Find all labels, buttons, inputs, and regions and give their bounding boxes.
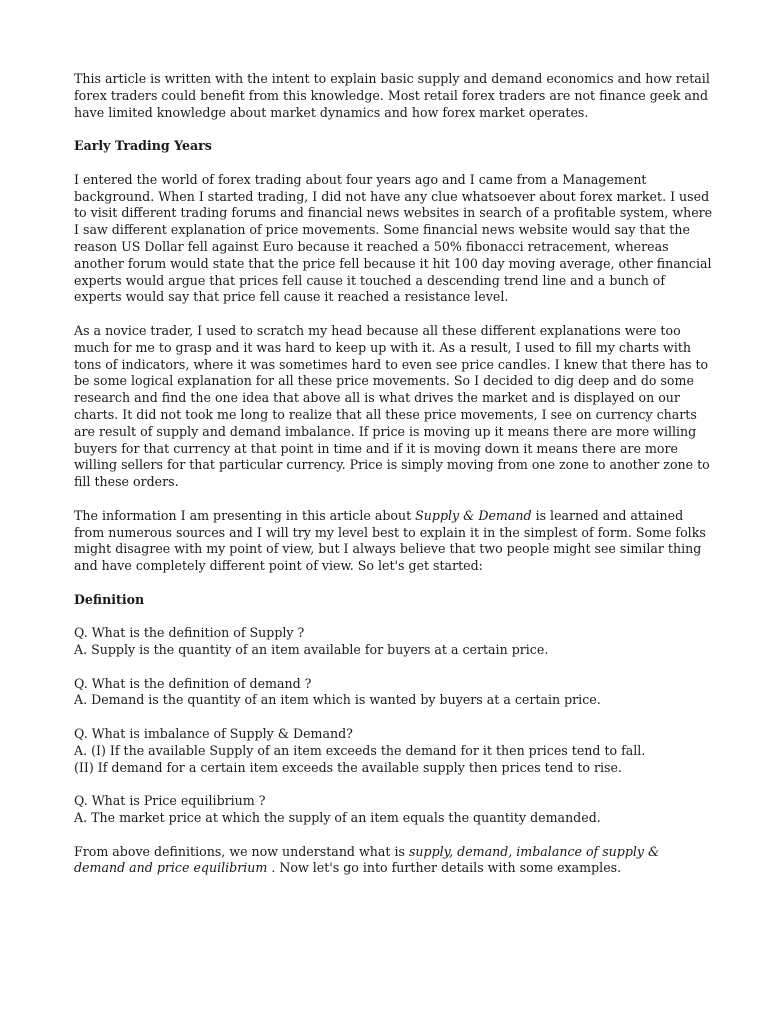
section-heading-early-trading-years: Early Trading Years	[74, 138, 212, 154]
document-page	[74, 71, 714, 894]
paragraph-text: From above definitions, we now understand what is	[74, 843, 409, 859]
closing-paragraph	[74, 844, 714, 878]
answer-line: (II) If demand for a certain item exceeds the available supply then prices tend to rise.	[74, 759, 622, 775]
question-line: Q. What is the definition of Supply ?	[74, 625, 305, 641]
paragraph-text: . Now let's go into further details with some examples.	[267, 860, 622, 876]
paragraph-novice-trader: As a novice trader, I used to scratch my head because all these different explanations were too much for me to grasp and it was hard to keep up with it. As a result, I used to fill my charts with tons of indicators, where it was sometimes hard to even see price candles. I knew that there has to be some logical explanation for all these price movements. So I decided to dig deep and do some research and find the one idea that above all is what drives the market and is displayed on our charts. It did not took me long to realize that all these price movements, I see on currency charts are result of supply and demand imbalance. If price is moving up it means there are more willing buyers for that currency at that point in time and if it is moving down it means there are more willing sellers for that particular currency. Price is simply moving from one zone to another zone to fill these orders.	[74, 322, 710, 490]
answer-line: A. (I) If the available Supply of an item exceeds the demand for it then prices tend to fall.	[74, 742, 646, 758]
emphasis-definitions: supply, demand, imbalance of supply & demand and price equilibrium	[74, 843, 660, 876]
question-line: Q. What is the definition of demand ?	[74, 675, 312, 691]
question-line: Q. What is Price equilibrium ?	[74, 793, 266, 809]
qa-imbalance	[74, 726, 714, 776]
intro-paragraph: This article is written with the intent to explain basic supply and demand economics and how retail forex traders could benefit from this knowledge. Most retail forex traders are not finance geek and have limited knowledge about market dynamics and how forex market operates.	[74, 71, 710, 120]
paragraph-information-sources	[74, 508, 714, 575]
paragraph-background: I entered the world of forex trading about four years ago and I came from a Management background. When I started trading, I did not have any clue whatsoever about forex market. I used to visit different trading forums and financial news websites in search of a profitable system, where I saw different explanation of price movements. Some financial news website would say that the reason US Dollar fell against Euro because it reached a 50% fibonacci retracement, whereas another forum would state that the price fell because it hit 100 day moving average, other financial experts would argue that prices fell cause it touched a descending trend line and a bunch of experts would say that price fell cause it reached a resistance level.	[74, 171, 713, 305]
answer-line: A. Supply is the quantity of an item available for buyers at a certain price.	[74, 642, 549, 658]
question-line: Q. What is imbalance of Supply & Demand?	[74, 726, 353, 742]
answer-line: A. The market price at which the supply of an item equals the quantity demanded.	[74, 810, 601, 826]
qa-equilibrium	[74, 793, 714, 827]
answer-line: A. Demand is the quantity of an item which is wanted by buyers at a certain price.	[74, 692, 601, 708]
paragraph-text: is learned and attained from numerous sources and I will try my level best to explain it in the simplest of form. Some folks might disagree with my point of view, but I always believe that two people might see similar thing and have completely different point of view. So let's get started:	[74, 507, 706, 574]
paragraph-text: The information I am presenting in this article about	[74, 507, 416, 523]
section-heading-definition: Definition	[74, 591, 145, 607]
qa-supply	[74, 625, 714, 659]
emphasis-supply-demand: Supply & Demand	[415, 507, 532, 523]
qa-demand	[74, 676, 714, 710]
